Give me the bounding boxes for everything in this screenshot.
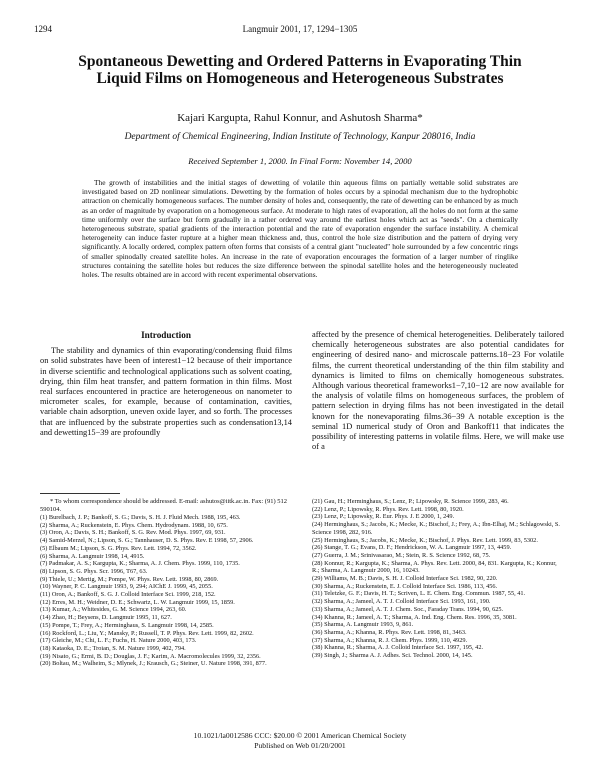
introduction-text-right: affected by the presence of chemical heterogeneities. Deliberately tailored chemically heterogeneous substrates are also potential candidates for engineering of desired nano- and microscale patterns.18−23 For volatile films, the current theoretical understanding of the thin film stability and dynamics is limited to films on chemically homogeneous substrates. Although various theoretical frameworks1−7,10−12 are now available for the analysis of volatile films on homogeneous surfaces, the problem of pattern selection in drying films has not been investigated in the detail known for the nonevaporating films.36−39 A notable exception is the seminal 1D numerical study of Oron and Bankoff11 that indicates the possibility of interesting patterns in volatile films. Here, we will make use of a [312, 330, 564, 452]
web-publication-date: Published on Web 01/20/2001 [254, 740, 346, 750]
introduction-text-left: The stability and dynamics of thin evaporating/condensing fluid films on solid substrates have been of interest1−12 because of their importance in diverse scientific and technological applications such as solvent coating, drying, thin film heat transfer, and pattern formation in thin films. Most real surfaces encountered in practice are heterogeneous on nanometer to micrometer scales, for example, because of contamination, cavities, variable chain adsorption, uneven oxide layer, and so forth. The processes that are influenced by the substrate properties such as condensation13,14 and dewetting15−39 are profoundly [40, 346, 292, 437]
reference-15: (15) Pompe, T.; Frey, A.; Herminghaus, S. Langmuir 1998, 14, 2585. [40, 621, 214, 629]
section-heading-introduction: Introduction [141, 330, 191, 340]
reference-22: (22) Lenz, P.; Lipowsky, R. Phys. Rev. Lett. 1998, 80, 1920. [312, 505, 464, 513]
reference-25: (25) Herminghaus, S.; Jacobs, K.; Mecke, K.; Bischof, J. Phys. Rev. Lett. 1999, 83, 5302. [312, 536, 538, 544]
reference-30: (30) Sharma, A.; Ruckenstein, E. J. Colloid Interface Sci. 1986, 113, 456. [312, 582, 498, 590]
right-column [312, 330, 564, 452]
received-dates: Received September 1, 2000. In Final Form: November 14, 2000 [188, 156, 412, 166]
reference-37: (37) Sharma, A.; Khanna, R. J. Chem. Phys. 1999, 110, 4929. [312, 636, 468, 644]
reference-18: (18) Kataoka, D. E.; Troian, S. M. Nature 1999, 402, 794. [40, 644, 186, 652]
reference-38: (38) Khanna, R.; Sharma, A. J. Colloid Interface Sci. 1997, 195, 42. [312, 644, 484, 652]
footnote-rule [40, 493, 120, 494]
author-list: Kajari Kargupta, Rahul Konnur, and Ashutosh Sharma* [177, 112, 423, 124]
article-title: Spontaneous Dewetting and Ordered Patterns in Evaporating Thin Liquid Films on Homogeneous and Heterogeneous Substrates [78, 53, 522, 87]
reference-14: (14) Zhao, H.; Beysens, D. Langmuir 1995, 11, 627. [40, 614, 172, 622]
reference-4: (4) Samid-Merzel, N.; Lipson, S. G.; Tannhauser, D. S. Phys. Rev. E 1998, 57, 2906. [40, 537, 254, 545]
reference-34: (34) Khanna, R.; Jameel, A. T.; Sharma, A. Ind. Eng. Chem. Res. 1996, 35, 3081. [312, 613, 517, 621]
reference-3: (3) Oron, A.; Davis, S. H.; Bankoff, S. G. Rev. Mod. Phys. 1997, 69, 931. [40, 529, 226, 537]
reference-35: (35) Sharma, A. Langmuir 1993, 9, 861. [312, 621, 414, 629]
abstract: The growth of instabilities and the initial stages of dewetting of volatile thin aqueous films on partially wettable solid substrates are investigated based on 2D nonlinear simulations. Dewetting by the formation of holes occurs by a spinodal mechanism due to the hydrophobic attraction on chemically homogeneous surfaces. The number density of holes and, consequently, the rate of dewetting can be enhanced by as much as an order of magnitude by evaporation on a homogeneous surface. At moderate to high rates of evaporation, all the holes do not form at the same time uniformly over the surface but form gradually in a rather ordered way around the earliest holes which act as "seeds". On a chemically heterogeneous substrate, spatial gradients of the interaction potential and the rate of evaporation engender the surface instability. A chemical heterogeneity can induce faster rupture at a higher mean thickness and, thus, control the hole size distribution and the pattern of drying very significantly. A locally ordered, complex pattern often forms that consists of a central giant "nucleated" hole surrounded by a few concentric rings of smaller spinodally created satellite holes. An increase in the rate of evaporation encourages the formation of a larger number of ringlike structures containing the satellite holes but reduces the size difference between the spinodal satellite holes and the heterogeneously nucleated holes. The results obtained are in accord with recent experimental observations. [82, 178, 518, 280]
reference-29: (29) Williams, M. B.; Davis, S. H. J. Colloid Interface Sci. 1982, 90, 220. [312, 575, 498, 583]
reference-32: (32) Sharma, A.; Jameel, A. T. J. Colloid Interface Sci. 1993, 161, 190. [312, 598, 491, 606]
reference-5: (5) Elbaum M.; Lipson, S. G. Phys. Rev. Lett. 1994, 72, 3562. [40, 544, 197, 552]
reference-19: (19) Nisato, G.; Ermi, B. D.; Douglas, J. F.; Karim, A. Macromolecules 1999, 32, 2356. [40, 652, 261, 660]
reference-6: (6) Sharma, A. Langmuir 1998, 14, 4915. [40, 552, 145, 560]
affiliation: Department of Chemical Engineering, Indian Institute of Technology, Kanpur 208016, India [124, 132, 476, 142]
left-column [40, 330, 292, 438]
reference-9: (9) Thiele, U.; Mertig, M.; Pompe, W. Phys. Rev. Lett. 1998, 80, 2869. [40, 575, 219, 583]
references-right [312, 498, 564, 660]
reference-16: (16) Rockford, L.; Liu, Y.; Mansky, P.; Russell, T. P. Phys. Rev. Lett. 1999, 82, 2602. [40, 629, 254, 637]
reference-2: (2) Sharma, A.; Ruckenstein, E. Phys. Chem. Hydrodynam. 1988, 10, 675. [40, 521, 228, 529]
doi-copyright-line: 10.1021/la0012586 CCC: $20.00 © 2001 American Chemical Society [193, 731, 407, 740]
reference-26: (26) Stange, T. G.; Evans, D. F.; Hendrickson, W. A. Langmuir 1997, 13, 4459. [312, 544, 512, 552]
running-header [34, 24, 566, 36]
reference-36: (36) Sharma, A.; Khanna, R. Phys. Rev. Lett. 1998, 81, 3463. [312, 628, 467, 636]
reference-10: (10) Wayner, P. C. Langmuir 1993, 9, 294; AIChE J. 1999, 45, 2055. [40, 583, 213, 591]
page-number: 1294 [34, 24, 52, 34]
reference-33: (33) Sharma, A.; Jameel, A. T. J. Chem. Soc., Faraday Trans. 1994, 90, 625. [312, 605, 504, 613]
references-left [40, 498, 292, 668]
reference-20: (20) Boltau, M.; Walheim, S.; Mlynek, J.; Krausch, G.; Steiner, U. Nature 1998, 391, 877. [40, 660, 267, 668]
reference-23: (23) Lenz, P.; Lipowsky, R. Eur. Phys. J. E 2000, 1, 249. [312, 513, 455, 521]
reference-12: (12) Erres, M. H.; Weidner, D. E.; Schwartz, L. W. Langmuir 1999, 15, 1859. [40, 598, 235, 606]
reference-24: (24) Herminghaus, S.; Jacobs, K.; Mecke, K.; Bischof, J.; Frey, A.; Ibn-Elhaj, M.; Schlagowski, S. Science 1998, 282, 916. [312, 521, 560, 536]
correspondence-note: * To whom correspondence should be addressed. E-mail: ashutos@iitk.ac.in. Fax: (91) 512 590104. [40, 498, 288, 513]
reference-7: (7) Padmakar, A. S.; Kargupta, K.; Sharma, A. J. Chem. Phys. 1999, 110, 1735. [40, 560, 240, 568]
publication-footer [40, 731, 560, 750]
reference-27: (27) Guerra, J. M.; Srinivasarao, M.; Stein, R. S. Science 1992, 68, 75. [312, 551, 491, 559]
reference-39: (39) Singh, J.; Sharma A. J. Adhes. Sci. Technol. 2000, 14, 145. [312, 652, 473, 660]
reference-8: (8) Lipson, S. G. Phys. Scr. 1996, T67, 63. [40, 567, 148, 575]
reference-21: (21) Gau, H.; Herminghaus, S.; Lenz, P.; Lipowsky, R. Science 1999, 283, 46. [312, 498, 509, 505]
reference-31: (31) Teletzke, G. F.; Davis, H. T.; Scriven, L. E. Chem. Eng. Commun. 1987, 55, 41. [312, 590, 526, 598]
reference-11: (11) Oron, A.; Bankoff, S. G. J. Colloid Interface Sci. 1999, 218, 152. [40, 591, 216, 599]
reference-28: (28) Konnur, R.; Kargupta, K.; Sharma, A. Phys. Rev. Lett. 2000, 84, 831. Kargupta, K.; Konnur, R.; Sharma, A. Langmuir 2000, 16, 10243. [312, 559, 557, 575]
reference-1: (1) Burelbach, J. P.; Bankoff, S. G.; Davis, S. H. J. Fluid Mech. 1988, 195, 463. [40, 514, 241, 521]
reference-17: (17) Gleiche, M.; Chi, L. F.; Fuchs, H. Nature 2000, 403, 173. [40, 637, 197, 645]
journal-citation: Langmuir 2001, 17, 1294−1305 [242, 24, 358, 34]
reference-13: (13) Kumar, A.; Whitesides, G. M. Science 1994, 263, 60. [40, 606, 187, 614]
